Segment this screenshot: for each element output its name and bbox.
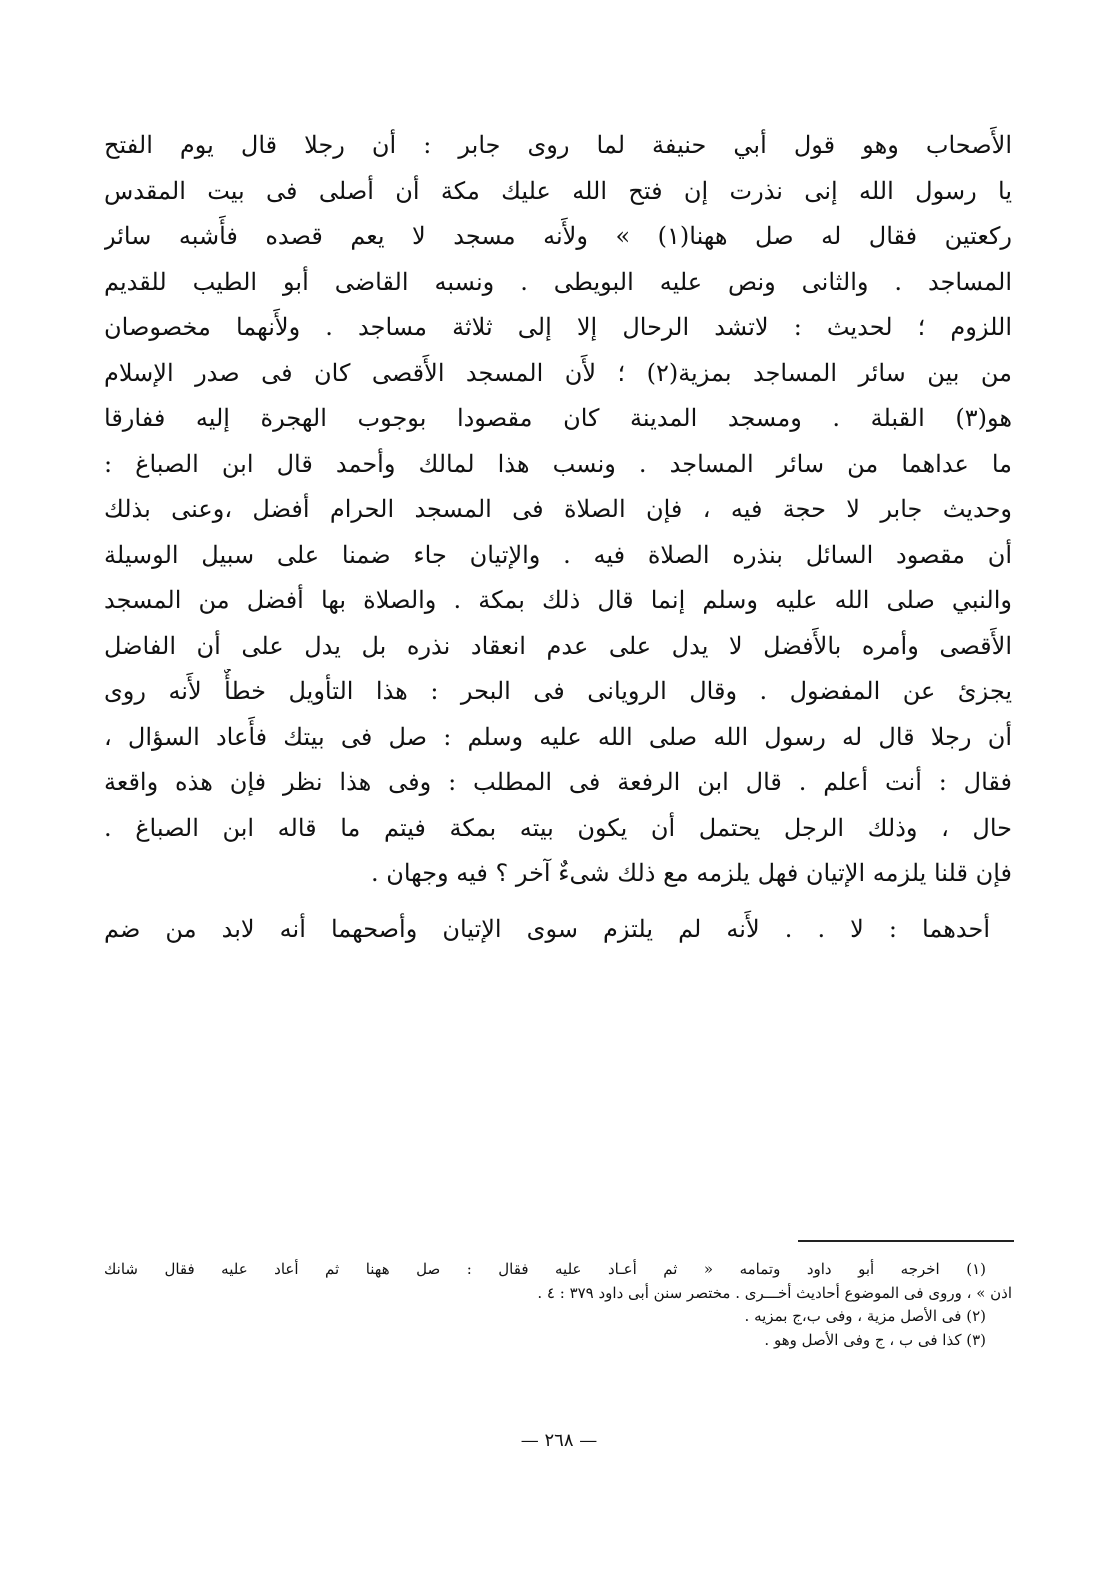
text-line: أن مقصود السائل بنذره الصلاة فيه . والإتيان جاء ضمنا على سبيل الوسيلة bbox=[104, 540, 1012, 569]
text-line: والنبي صلى الله عليه وسلم إنما قال ذلك بمكة . والصلاة بها أفضل من المسجد bbox=[104, 586, 1012, 614]
text-line: اللزوم ؛ لحديث : لاتشد الرحال إلا إلى ثلاثة مساجد . ولأَنهما مخصوصان bbox=[104, 313, 1012, 341]
text-line: ركعتين فقال له صل ههنا(١) » ولأَنه مسجد لا يعم قصده فأَشبه سائر bbox=[104, 222, 1012, 250]
text-line: وحديث جابر لا حجة فيه ، فإن الصلاة فى المسجد الحرام أفضل ،وعنى بذلك bbox=[104, 495, 1012, 523]
text-line: فإن قلنا يلزمه الإتيان فهل يلزمه مع ذلك شىءٌ آخر ؟ فيه وجهان . bbox=[370, 859, 1012, 887]
text-line: المساجد . والثانى ونص عليه البويطى . ونسبه القاضى أبو الطيب للقديم bbox=[104, 267, 1012, 296]
text-line: فقال : أنت أعلم . قال ابن الرفعة فى المطلب : وفى هذا نظر فإن هذه واقعة bbox=[104, 768, 1012, 796]
text-line: أحدهما : لا . . لأَنه لم يلتزم سوى الإتيان وأصحهما أنه لابد من ضم bbox=[104, 914, 990, 943]
text-line: من بين سائر المساجد بمزية(٢) ؛ لأَن المسجد الأَقصى كان فى صدر الإسلام bbox=[104, 358, 1012, 387]
footnote-1: (١) اخرجه أبو داود وتمامه « ثم أعـاد عليه فقال : صل ههنا ثم أعاد عليه فقال شانك bbox=[104, 1260, 986, 1278]
text-line: حال ، وذلك الرجل يحتمل أن يكون بيته بمكة فيتم ما قاله ابن الصباغ . bbox=[104, 813, 1012, 842]
text-line: الأَقصى وأمره بالأَفضل لا يدل على عدم انعقاد نذره بل يدل على أن الفاضل bbox=[104, 631, 1012, 660]
text-line: يجزئ عن المفضول . وقال الرويانى فى البحر : هذا التأويل خطأٌ لأَنه روى bbox=[104, 677, 1012, 705]
footnote-2: (٢) فى الأصل مزية ، وفى ب،ج بمزيه . bbox=[744, 1307, 986, 1325]
footnotes bbox=[104, 1258, 1012, 1352]
text-line: الأَصحاب وهو قول أبي حنيفة لما روى جابر : أن رجلا قال يوم الفتح bbox=[104, 131, 1012, 159]
footnote-3: (٣) كذا فى ب ، ج وفى الأصل وهو . bbox=[764, 1330, 986, 1349]
text-line: أن رجلا قال له رسول الله صلى الله عليه وسلم : صل فى بيتك فأَعاد السؤال ، bbox=[104, 722, 1012, 751]
page-number: — ٢٦٨ — bbox=[520, 1430, 598, 1451]
main-text bbox=[104, 123, 1012, 952]
footnote-divider bbox=[798, 1240, 1014, 1242]
paragraph-gap bbox=[104, 897, 1012, 907]
text-line: ما عداهما من سائر المساجد . ونسب هذا لمالك وأحمد قال ابن الصباغ : bbox=[104, 449, 1012, 478]
text-line: يا رسول الله إنى نذرت إن فتح الله عليك مكة أن أصلى فى بيت المقدس bbox=[104, 176, 1012, 205]
text-line: هو(٣) القبلة . ومسجد المدينة كان مقصودا بوجوب الهجرة إليه ففارقا bbox=[104, 404, 1012, 432]
footnote-1-continued: اذن » ، وروى فى الموضوع أحاديث أخـــرى . مختصر سنن أبى داود ٣٧٩ : ٤ . bbox=[537, 1283, 1012, 1302]
